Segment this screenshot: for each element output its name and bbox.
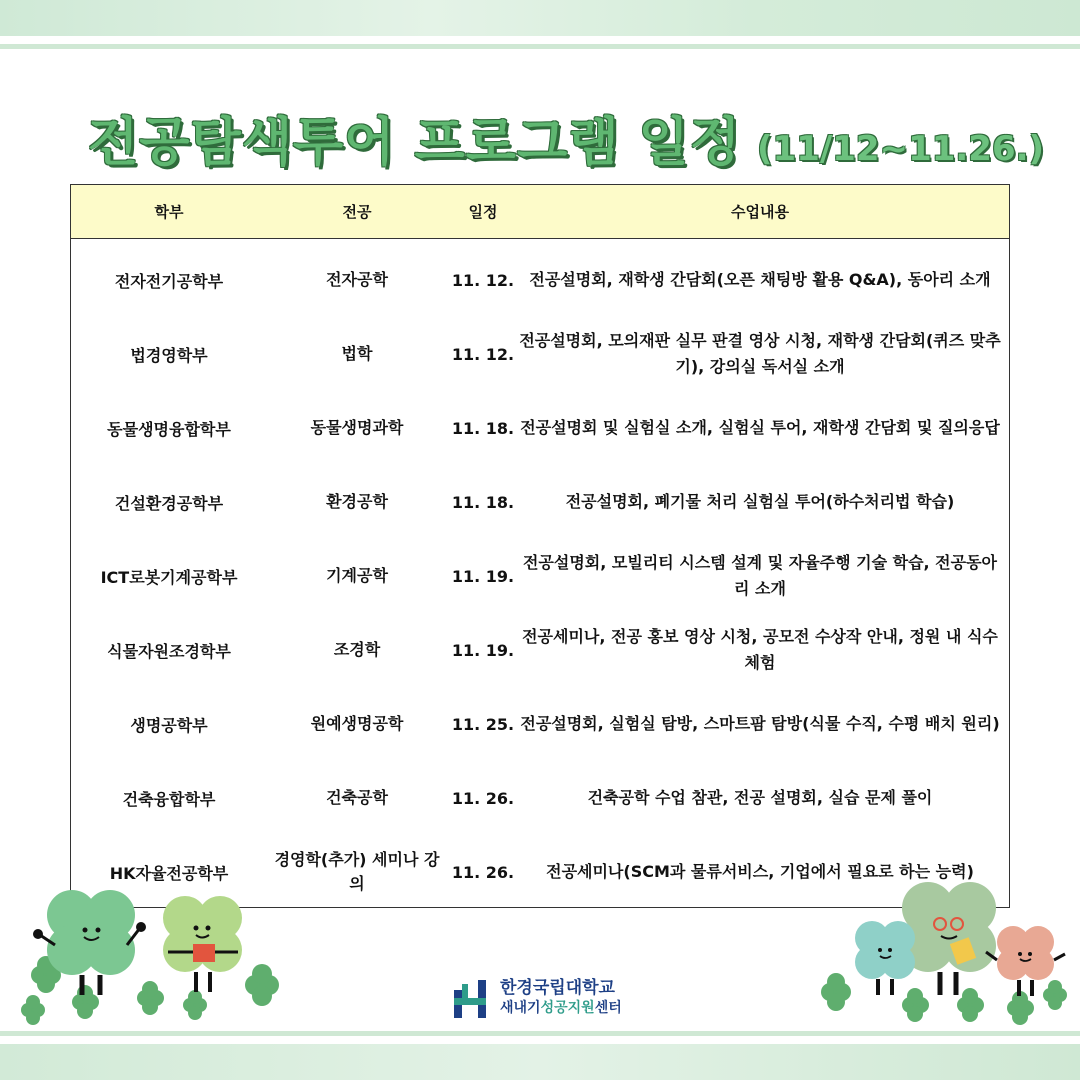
cell-major: 전자공학 <box>326 270 388 289</box>
table-header <box>71 185 1009 239</box>
cell-major: 기계공학 <box>326 566 388 585</box>
cell-content: 전공세미나(SCM과 물류서비스, 기업에서 필요로 하는 능력) <box>546 862 974 881</box>
cell-major: 건축공학 <box>326 788 388 807</box>
table-row <box>71 613 1009 687</box>
cell-content: 건축공학 수업 참관, 전공 설명회, 실습 문제 풀이 <box>587 788 933 807</box>
cell-content: 전공세미나, 전공 홍보 영상 시청, 공모전 수상작 안내, 정원 내 식수 체험 <box>522 627 998 672</box>
cell-date: 11. 19. <box>451 566 515 586</box>
university-name: 한경국립대학교 <box>500 978 615 998</box>
lime-clover-character <box>163 896 242 992</box>
cell-date: 11. 12. <box>451 270 515 290</box>
table-row <box>71 317 1009 391</box>
header-content: 수업내용 <box>731 203 789 221</box>
cell-department: 건축융합학부 <box>122 789 216 809</box>
table-row <box>71 539 1009 613</box>
university-logo <box>452 976 622 1020</box>
cell-content: 전공설명회 및 실험실 소개, 실험실 투어, 재학생 간담회 및 질의응답 <box>520 418 1000 437</box>
bottom-divider <box>0 1031 1080 1036</box>
table-row <box>71 761 1009 835</box>
cell-department: 생명공학부 <box>130 715 208 735</box>
cell-date: 11. 18. <box>451 418 515 438</box>
cell-content: 전공설명회, 재학생 간담회(오픈 채팅방 활용 Q&A), 동아리 소개 <box>529 270 991 289</box>
left-clover-characters <box>10 880 300 1030</box>
university-emblem-icon <box>452 976 492 1020</box>
header-department: 학부 <box>154 203 184 221</box>
cell-content: 전공설명회, 폐기물 처리 실험실 투어(하수처리법 학습) <box>565 492 955 511</box>
cell-date: 11. 25. <box>451 714 515 734</box>
support-center-name: 새내기성공지원센터 <box>500 1000 622 1016</box>
cell-major: 법학 <box>341 344 373 363</box>
cell-date: 11. 26. <box>451 788 515 808</box>
cell-department: 전자전기공학부 <box>114 271 224 291</box>
right-clover-characters <box>810 880 1075 1030</box>
header-date: 일정 <box>468 203 498 221</box>
schedule-table <box>70 184 1010 908</box>
cell-major: 경영학(추가) 세미나 강의 <box>274 850 440 893</box>
cell-major: 원예생명공학 <box>310 714 404 733</box>
cell-major: 환경공학 <box>326 492 388 511</box>
cell-department: 법경영학부 <box>130 345 208 365</box>
cell-content: 전공설명회, 실험실 탐방, 스마트팜 탐방(식물 수직, 수평 배치 원리) <box>520 714 1000 733</box>
table-body <box>71 239 1009 909</box>
title-period: (11/12~11.26.) <box>757 129 1045 169</box>
cell-department: 건설환경공학부 <box>114 493 224 513</box>
table-row <box>71 465 1009 539</box>
cell-department: 동물생명융합학부 <box>107 419 231 439</box>
cell-date: 11. 26. <box>451 862 515 882</box>
cell-content: 전공설명회, 모빌리티 시스템 설계 및 자율주행 기술 학습, 전공동아리 소개 <box>522 553 998 598</box>
table-row <box>71 243 1009 317</box>
cell-date: 11. 18. <box>451 492 515 512</box>
page-title <box>88 100 1044 180</box>
teal-clover-character <box>855 921 915 995</box>
header-major: 전공 <box>342 203 372 221</box>
cell-department: HK자율전공학부 <box>109 863 229 883</box>
top-decorative-band <box>0 0 1080 36</box>
table-row <box>71 687 1009 761</box>
cell-major: 동물생명과학 <box>310 418 404 437</box>
cell-major: 조경학 <box>333 640 381 659</box>
cell-department: ICT로봇기계공학부 <box>100 567 238 587</box>
cell-department: 식물자원조경학부 <box>107 641 231 661</box>
table-row <box>71 391 1009 465</box>
cell-content: 전공설명회, 모의재판 실무 판결 영상 시청, 재학생 간담회(퀴즈 맞추기), 강의실 독서실 소개 <box>519 331 1001 376</box>
top-divider <box>0 44 1080 49</box>
cell-date: 11. 12. <box>451 344 515 364</box>
cell-date: 11. 19. <box>451 640 515 660</box>
title-main: 전공탐색투어 프로그램 일정 <box>88 113 741 173</box>
bottom-decorative-band <box>0 1044 1080 1080</box>
